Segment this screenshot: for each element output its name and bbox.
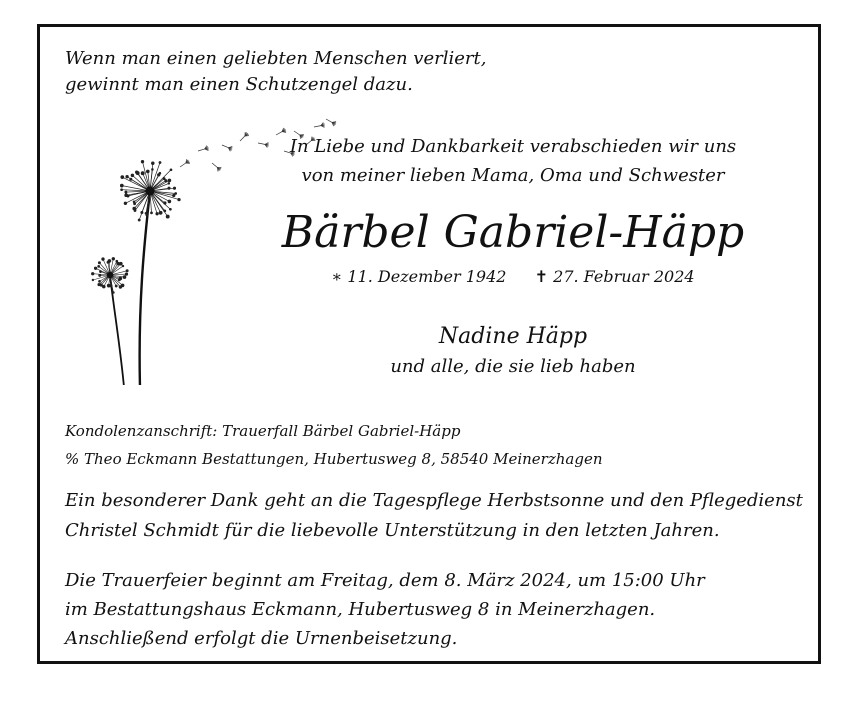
thanks-line: Christel Schmidt für die liebevolle Unterstützung in den letzten Jahren. bbox=[65, 520, 720, 541]
service-paragraph bbox=[65, 566, 705, 653]
life-dates bbox=[230, 265, 796, 289]
thanks-line: Ein besonderer Dank geht an die Tagespflege Herbstsonne und den Pflegedienst bbox=[65, 490, 803, 511]
service-line: im Bestattungshaus Eckmann, Hubertusweg 8 in Meinerzhagen. bbox=[65, 599, 656, 620]
condolence-address bbox=[65, 417, 603, 473]
death-cross-icon: ✝ bbox=[534, 267, 549, 286]
motto-line: gewinnt man einen Schutzengel dazu. bbox=[65, 74, 413, 95]
intro-line: von meiner lieben Mama, Oma und Schwester bbox=[301, 165, 725, 186]
death-date: 27. Februar 2024 bbox=[553, 267, 695, 286]
thanks-paragraph bbox=[65, 486, 803, 546]
motto-quote bbox=[65, 46, 486, 98]
birth-date: 11. Dezember 1942 bbox=[347, 267, 507, 286]
service-line: Die Trauerfeier beginnt am Freitag, dem 8. März 2024, um 15:00 Uhr bbox=[65, 570, 705, 591]
mourner-name: Nadine Häpp bbox=[438, 324, 588, 349]
motto-line: Wenn man einen geliebten Menschen verliert, bbox=[65, 48, 487, 69]
intro-text bbox=[230, 132, 796, 190]
deceased-name: Bärbel Gabriel-Häpp bbox=[281, 207, 745, 258]
condolence-line: Kondolenzanschrift: Trauerfall Bärbel Gabriel-Häpp bbox=[65, 422, 461, 440]
condolence-line: % Theo Eckmann Bestattungen, Hubertusweg 8, 58540 Meinerzhagen bbox=[65, 450, 603, 468]
intro-line: In Liebe und Dankbarkeit verabschieden wir uns bbox=[289, 136, 737, 157]
obituary-frame bbox=[37, 24, 821, 664]
mourner-subline: und alle, die sie lieb haben bbox=[390, 356, 636, 377]
service-line: Anschließend erfolgt die Urnenbeisetzung. bbox=[65, 628, 458, 649]
birth-star-icon: ∗ bbox=[331, 267, 343, 286]
